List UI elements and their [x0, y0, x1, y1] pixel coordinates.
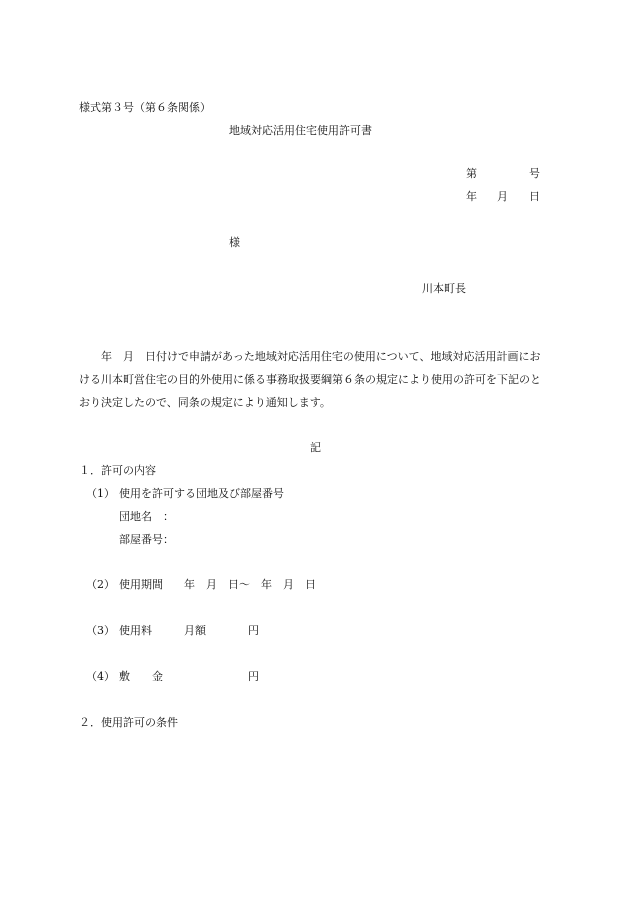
section-2-heading: ２．使用許可の条件	[79, 716, 178, 729]
number-dai: 第	[466, 167, 477, 180]
body-text: 年 月 日付けで申請があった地域対応活用住宅の使用について、地域対応活用計画における川本町営住宅の目的外使用に係る事務取扱要綱第６条の規定により使用の許可を下記のとおり決定したので、同条の規定により通知します。	[79, 350, 541, 409]
section-1-heading: １．許可の内容	[79, 464, 156, 477]
item-3-yen: 円	[248, 624, 259, 637]
item-3-number: （3）	[86, 624, 115, 637]
number-go: 号	[529, 167, 540, 180]
item-2-value: 年 月 日〜 年 月 日	[184, 578, 316, 591]
issuer: 川本町長	[422, 282, 466, 295]
room-label: 部屋番号：	[119, 533, 174, 546]
item-2-label: 使用期間	[119, 578, 163, 591]
item-3-monthly: 月額	[184, 624, 206, 637]
addressee-suffix: 様	[229, 236, 240, 249]
item-4-number: （4）	[86, 670, 115, 683]
item-3-label: 使用料	[119, 624, 152, 637]
danchi-label: 団地名 ：	[119, 510, 174, 523]
date-month: 月	[497, 190, 508, 203]
ki-heading: 記	[310, 441, 321, 454]
form-number: 様式第３号（第６条関係）	[79, 101, 211, 114]
item-2-number: （2）	[86, 578, 115, 591]
item-4-yen: 円	[248, 670, 259, 683]
item-1-number: （1）	[86, 487, 115, 500]
item-4-label: 敷 金	[119, 670, 163, 683]
document-title: 地域対応活用住宅使用許可書	[229, 124, 372, 137]
item-1-label: 使用を許可する団地及び部屋番号	[119, 487, 284, 500]
date-year: 年	[466, 190, 477, 203]
body-paragraph	[79, 345, 551, 414]
date-day: 日	[529, 190, 540, 203]
